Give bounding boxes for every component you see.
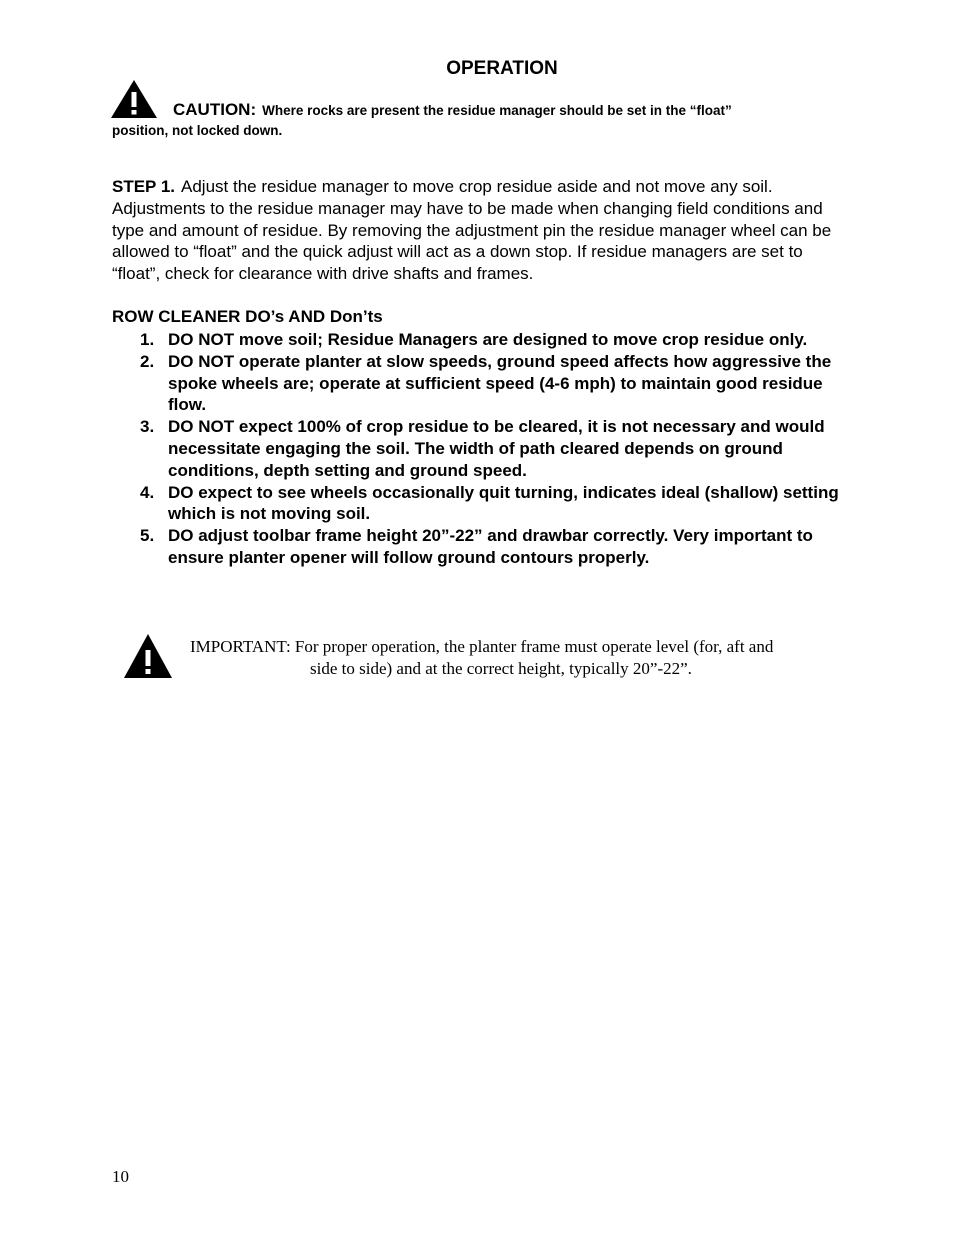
list-item-number: 3. xyxy=(140,417,155,437)
caution-text-continued: position, not locked down. xyxy=(112,123,283,138)
list-item xyxy=(112,329,852,351)
list-item-number: 5. xyxy=(140,526,155,546)
important-note xyxy=(190,636,860,680)
list-item xyxy=(112,351,852,416)
list-item-text: DO adjust toolbar frame height 20”-22” and drawbar correctly. Very important to ensure planter opener will follow ground contours properly. xyxy=(168,526,813,567)
list-item-number: 4. xyxy=(140,482,155,502)
list-item-text: DO expect to see wheels occasionally quit turning, indicates ideal (shallow) setting which is not moving soil. xyxy=(168,482,839,524)
page-number: 10 xyxy=(112,1167,129,1186)
list-item-text: DO NOT operate planter at slow speeds, ground speed affects how aggressive the spoke wheels are; operate at sufficient speed (4-6 mph) to maintain good residue flow. xyxy=(168,351,832,415)
important-note-line: IMPORTANT: For proper operation, the planter frame must operate level (for, aft and xyxy=(190,637,774,656)
list-item-number: 2. xyxy=(140,351,155,371)
important-note-line: side to side) and at the correct height, typically 20”-22”. xyxy=(310,659,692,678)
list-item xyxy=(112,525,852,569)
caution-label: CAUTION: xyxy=(173,100,257,119)
list-item xyxy=(112,416,852,481)
step-1-label: STEP 1. xyxy=(112,177,175,196)
list-item-number: 1. xyxy=(140,330,155,349)
row-cleaner-heading: ROW CLEANER DO’s AND Don’ts xyxy=(112,307,383,326)
caution-warning-icon xyxy=(110,79,158,119)
important-warning-icon xyxy=(123,633,173,679)
step-1-paragraph xyxy=(112,176,852,285)
list-item-text: DO NOT move soil; Residue Managers are designed to move crop residue only. xyxy=(168,330,808,349)
page-title: OPERATION xyxy=(446,58,558,79)
list-item-text: DO NOT expect 100% of crop residue to be cleared, it is not necessary and would necessitate engaging the soil. The width of path cleared depends on ground conditions, depth setting and ground speed. xyxy=(168,417,825,480)
caution-line xyxy=(173,100,732,120)
row-cleaner-list xyxy=(112,329,852,569)
caution-text: Where rocks are present the residue manager should be set in the “float” xyxy=(262,103,732,118)
list-item xyxy=(112,482,852,526)
step-1-text: Adjust the residue manager to move crop residue aside and not move any soil. Adjustments to the residue manager may have to be made when changing field conditions and type and amount of residue. By removing the adjustment pin the residue manager wheel can be allowed to “float” and the quick adjust will act as a down stop. If residue managers are set to “float”, check for clearance with drive shafts and frames. xyxy=(112,177,832,284)
